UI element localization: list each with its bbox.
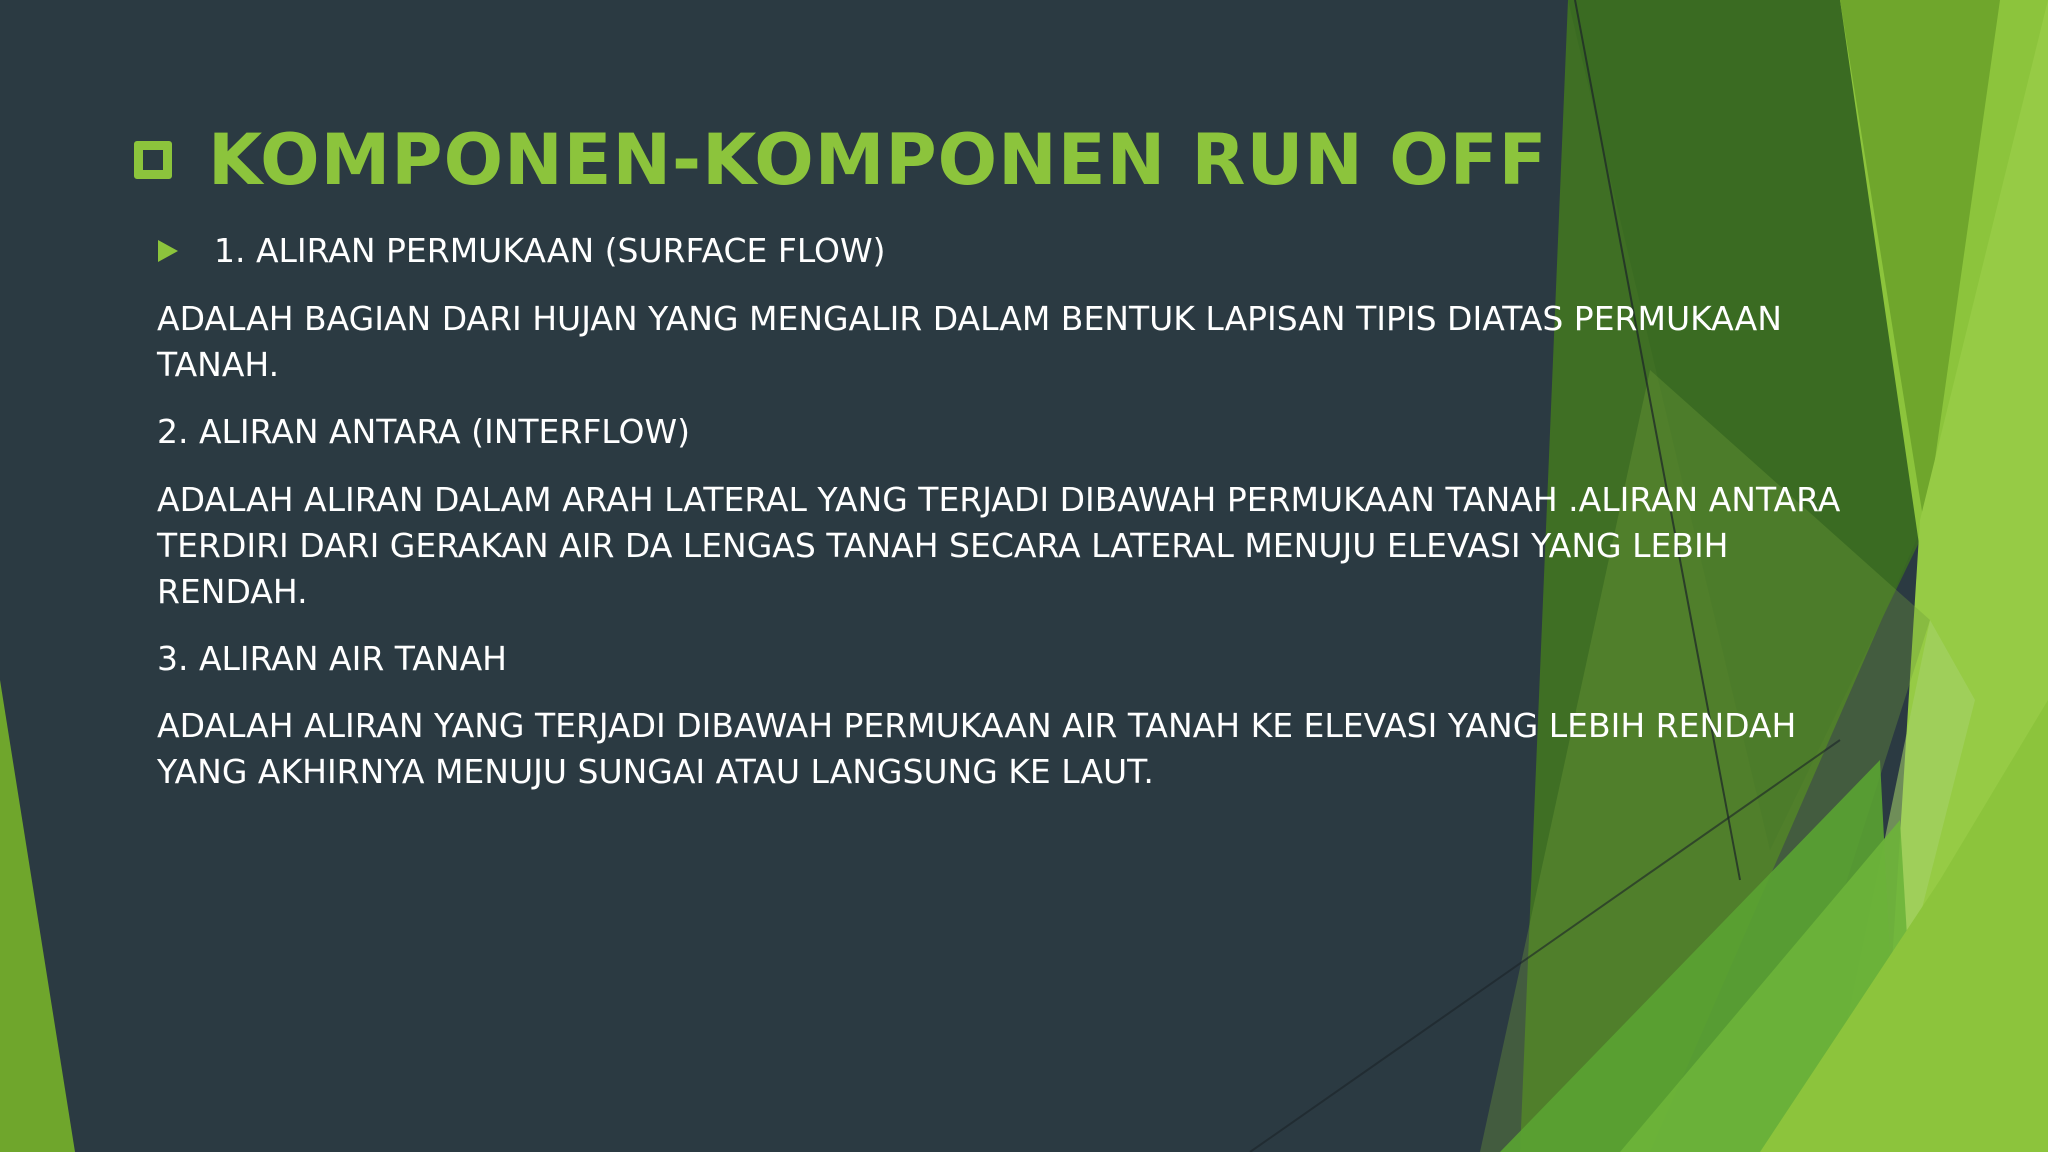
slide-title: KOMPONEN-KOMPONEN RUN OFF [208,119,1548,201]
triangle-arrow-bullet-icon [158,240,178,262]
item-heading-interflow: 2. ALIRAN ANTARA (INTERFLOW) [157,412,690,451]
item-heading-surface-flow: 1. ALIRAN PERMUKAAN (SURFACE FLOW) [214,231,886,270]
item-text-interflow-line-1: ADALAH ALIRAN DALAM ARAH LATERAL YANG TERJADI DIBAWAH PERMUKAAN TANAH .ALIRAN ANTARA [157,480,1841,519]
list-item-heading-1 [158,228,886,274]
item-text-surface-flow-line-1: ADALAH BAGIAN DARI HUJAN YANG MENGALIR DALAM BENTUK LAPISAN TIPIS DIATAS PERMUKAAN [157,299,1782,338]
slide-title-row [134,112,1547,208]
hollow-square-bullet-icon [134,141,172,179]
item-text-interflow-line-3: RENDAH. [157,572,308,611]
item-text-groundwater-line-1: ADALAH ALIRAN YANG TERJADI DIBAWAH PERMUKAAN AIR TANAH KE ELEVASI YANG LEBIH RENDAH [157,706,1797,745]
item-text-surface-flow-line-2: TANAH. [157,345,280,384]
item-text-groundwater-line-2: YANG AKHIRNYA MENUJU SUNGAI ATAU LANGSUNG KE LAUT. [157,752,1154,791]
item-heading-groundwater-flow: 3. ALIRAN AIR TANAH [157,639,507,678]
item-text-interflow-line-2: TERDIRI DARI GERAKAN AIR DA LENGAS TANAH SECARA LATERAL MENUJU ELEVASI YANG LEBIH [157,526,1729,565]
